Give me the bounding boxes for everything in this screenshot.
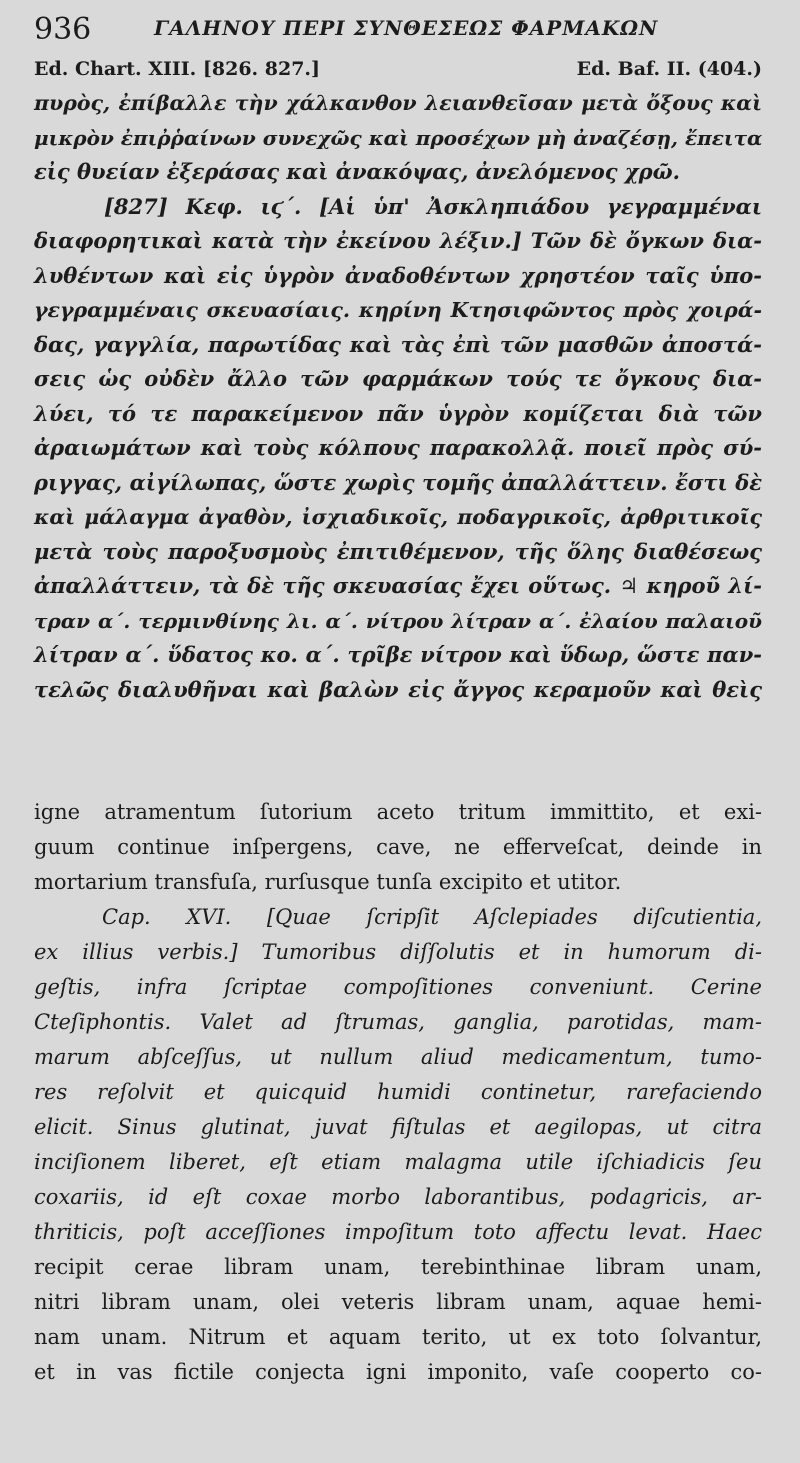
greek-line: ἀραιωμάτων καὶ τοὺς κόλπους παρακολλᾷ. ποιεῖ πρὸς σύ- (34, 435, 762, 460)
latin-line: nitri libram unam, olei veteris libram unam, aquae hemi- (34, 1290, 762, 1314)
latin-line: res reſolvit et quicquid humidi continetur, rarefaciendo (34, 1080, 762, 1104)
greek-line: γεγραμμέναις σκευασίαις. κηρίνη Κτησιφῶντος πρὸς χοιρά- (34, 298, 762, 322)
latin-line: recipit cerae libram unam, terebinthinae libram unam, (34, 1255, 762, 1279)
latin-line: guum continue inſpergens, cave, ne efferveſcat, deinde in (34, 835, 762, 859)
greek-line: λυθέντων καὶ εἰς ὑγρὸν ἀναδοθέντων χρηστέον ταῖς ὑπο- (34, 262, 762, 288)
latin-line: igne atramentum ſutorium aceto tritum immittito, et exi- (34, 800, 762, 824)
edition-reference-line (34, 58, 762, 86)
greek-line: τελῶς διαλυθῆναι καὶ βαλὼν εἰς ἄγγος κεραμοῦν καὶ θεὶς (34, 676, 762, 702)
greek-line: ριγγας, αἰγίλωπας, ὥστε χωρὶς τομῆς ἀπαλλάττειν. ἔστι δὲ (34, 469, 762, 495)
latin-line: geſtis, infra ſcriptae compoſitiones conveniunt. Cerine (34, 975, 762, 999)
greek-line: μετὰ τοὺς παροξυσμοὺς ἐπιτιθέμενον, τῆς ὅλης διαθέσεως (34, 538, 762, 564)
latin-line: marum abſceſſus, ut nullum aliud medicamentum, tumo- (34, 1045, 762, 1069)
page-header (34, 6, 762, 52)
greek-line: λύει, τό τε παρακείμενον πᾶν ὑγρὸν κομίζεται διὰ τῶν (34, 400, 762, 426)
greek-line: δας, γαγγλία, παρωτίδας καὶ τὰς ἐπὶ τῶν μασθῶν ἀποστά- (34, 331, 762, 357)
latin-text-block (34, 795, 762, 1390)
latin-line: ex illius verbis.] Tumoribus diſſolutis et in humorum di- (34, 940, 762, 964)
latin-line: coxariis, id eſt coxae morbo laborantibus, podagricis, ar- (34, 1185, 762, 1209)
latin-line: et in vas fictile conjecta igni imponito, vaſe cooperto co- (34, 1360, 762, 1384)
greek-line: ἀπαλλάττειν, τὰ δὲ τῆς σκευασίας ἔχει οὕτως. ♃ κηροῦ λί- (34, 573, 762, 598)
latin-line: nam unam. Nitrum et aquam terito, ut ex toto ſolvantur, (34, 1325, 762, 1349)
greek-line: διαφορητικαὶ κατὰ τὴν ἐκείνου λέξιν.] Τῶν δὲ ὄγκων δια- (34, 228, 762, 253)
greek-line: μικρὸν ἐπιῤῥαίνων συνεχῶς καὶ προσέχων μὴ ἀναζέσῃ, ἔπειτα (34, 125, 763, 150)
greek-line: [827] Κεφ. ιϛ΄. [Αἱ ὑπ' Ἀσκληπιάδου γεγραμμέναι (104, 193, 762, 219)
greek-text-block (34, 86, 762, 707)
edition-reference-left: Ed. Chart. XIII. [826. 827.] (34, 58, 321, 80)
latin-line: Cap. XVI. [Quae ſcripſit Aſclepiades diſcutientia, (102, 905, 762, 929)
latin-line: thriticis, poſt acceſſiones impoſitum toto affectu levat. Haec (34, 1220, 762, 1244)
greek-line: σεις ὡς οὐδὲν ἄλλο τῶν φαρμάκων τούς τε ὄγκους δια- (34, 366, 762, 391)
greek-line: καὶ μάλαγμα ἀγαθὸν, ἰσχιαδικοῖς, ποδαγρικοῖς, ἀρθριτικοῖς (34, 505, 762, 529)
running-title: ΓΑΛΗΝΟΥ ΠΕΡΙ ΣΥΝΘΕΣΕΩΣ ΦΑΡΜΑΚΩΝ (154, 16, 659, 40)
latin-line: inciſionem liberet, eſt etiam malagma utile iſchiadicis ſeu (34, 1150, 762, 1174)
greek-line: τραν α΄. τερμινθίνης λι. α΄. νίτρου λίτραν α΄. ἐλαίου παλαιοῦ (34, 608, 762, 633)
greek-line: λίτραν α΄. ὕδατος κο. α΄. τρῖβε νίτρον καὶ ὕδωρ, ὥστε παν- (34, 642, 762, 667)
edition-reference-right: Ed. Baf. II. (404.) (576, 58, 762, 80)
latin-line: elicit. Sinus glutinat, juvat fiſtulas et aegilopas, ut citra (34, 1115, 762, 1139)
greek-line: πυρὸς, ἐπίβαλλε τὴν χάλκανθον λειανθεῖσαν μετὰ ὄξους καὶ (34, 91, 762, 115)
latin-line: Cteſiphontis. Valet ad ſtrumas, ganglia, parotidas, mam- (34, 1010, 762, 1034)
greek-line: εἰς θυείαν ἐξεράσας καὶ ἀνακόψας, ἀνελόμενος χρῶ. (34, 159, 680, 184)
page-number: 936 (34, 12, 92, 47)
latin-line: mortarium transfuſa, rurſusque tunſa excipito et utitor. (34, 870, 622, 894)
